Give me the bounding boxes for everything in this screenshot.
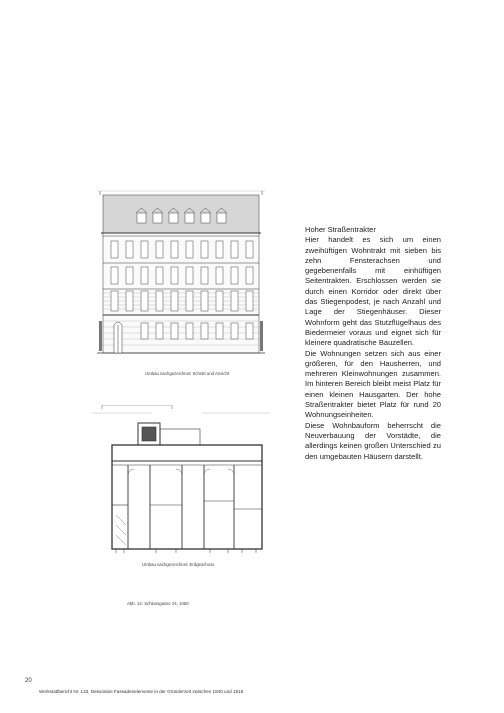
article-heading: Hoher Straßentrakter	[305, 225, 376, 234]
article-paragraph: Diese Wohnbauform beherrscht die Neuverbauung der Vorstädte, die allerdings keinen großen Unterschied zu den umgebauten Häusern darstellt.	[305, 420, 441, 461]
plan-caption: Umbau nachgezeichnet: Erdgeschoss	[142, 562, 215, 567]
article-paragraph: Die Wohnungen setzen sich aus einer größeren, für den Hausherren, und mehreren Kleinwohnungen zusammen. Im hinteren Bereich bleibt meist Platz für einen kleinen Hausgarten. Der hohe Straßentrakter bietet Platz für rund 20 Wohnungseinheiten.	[305, 348, 441, 420]
article-text	[305, 225, 441, 462]
article-paragraph: Hier handelt es sich um einen zweihüftigen Wohntrakt mit sieben bis zehn Fensterachsen und gegebenenfalls mit einhüftigen Seitentrakten. Erschlossen werden sie durch einen Korridor oder direkt über das Stiegenpodest, je nach Anzahl und Lage der Stiegenhäuser. Dieser Wohnform geht das Stutzflügelhaus des Biedermeier voraus und eignet sich für kleinere quadratische Bauzellen.	[305, 235, 441, 348]
figure-caption: Abb. 14: Schlossgasse 24, 1050	[127, 601, 189, 606]
publication-footer: Werkstattbericht Nr. 133, Dekorative Fassadenelemente in der Gründerzeit zwischen 1840 und 1918	[39, 689, 244, 694]
ground-floor-plan-drawing	[92, 405, 270, 553]
facade-caption: Umbau nachgezeichnet: Schnitt und Ansicht	[145, 371, 230, 376]
page-number: 20	[25, 678, 32, 684]
facade-elevation-drawing	[97, 183, 265, 355]
